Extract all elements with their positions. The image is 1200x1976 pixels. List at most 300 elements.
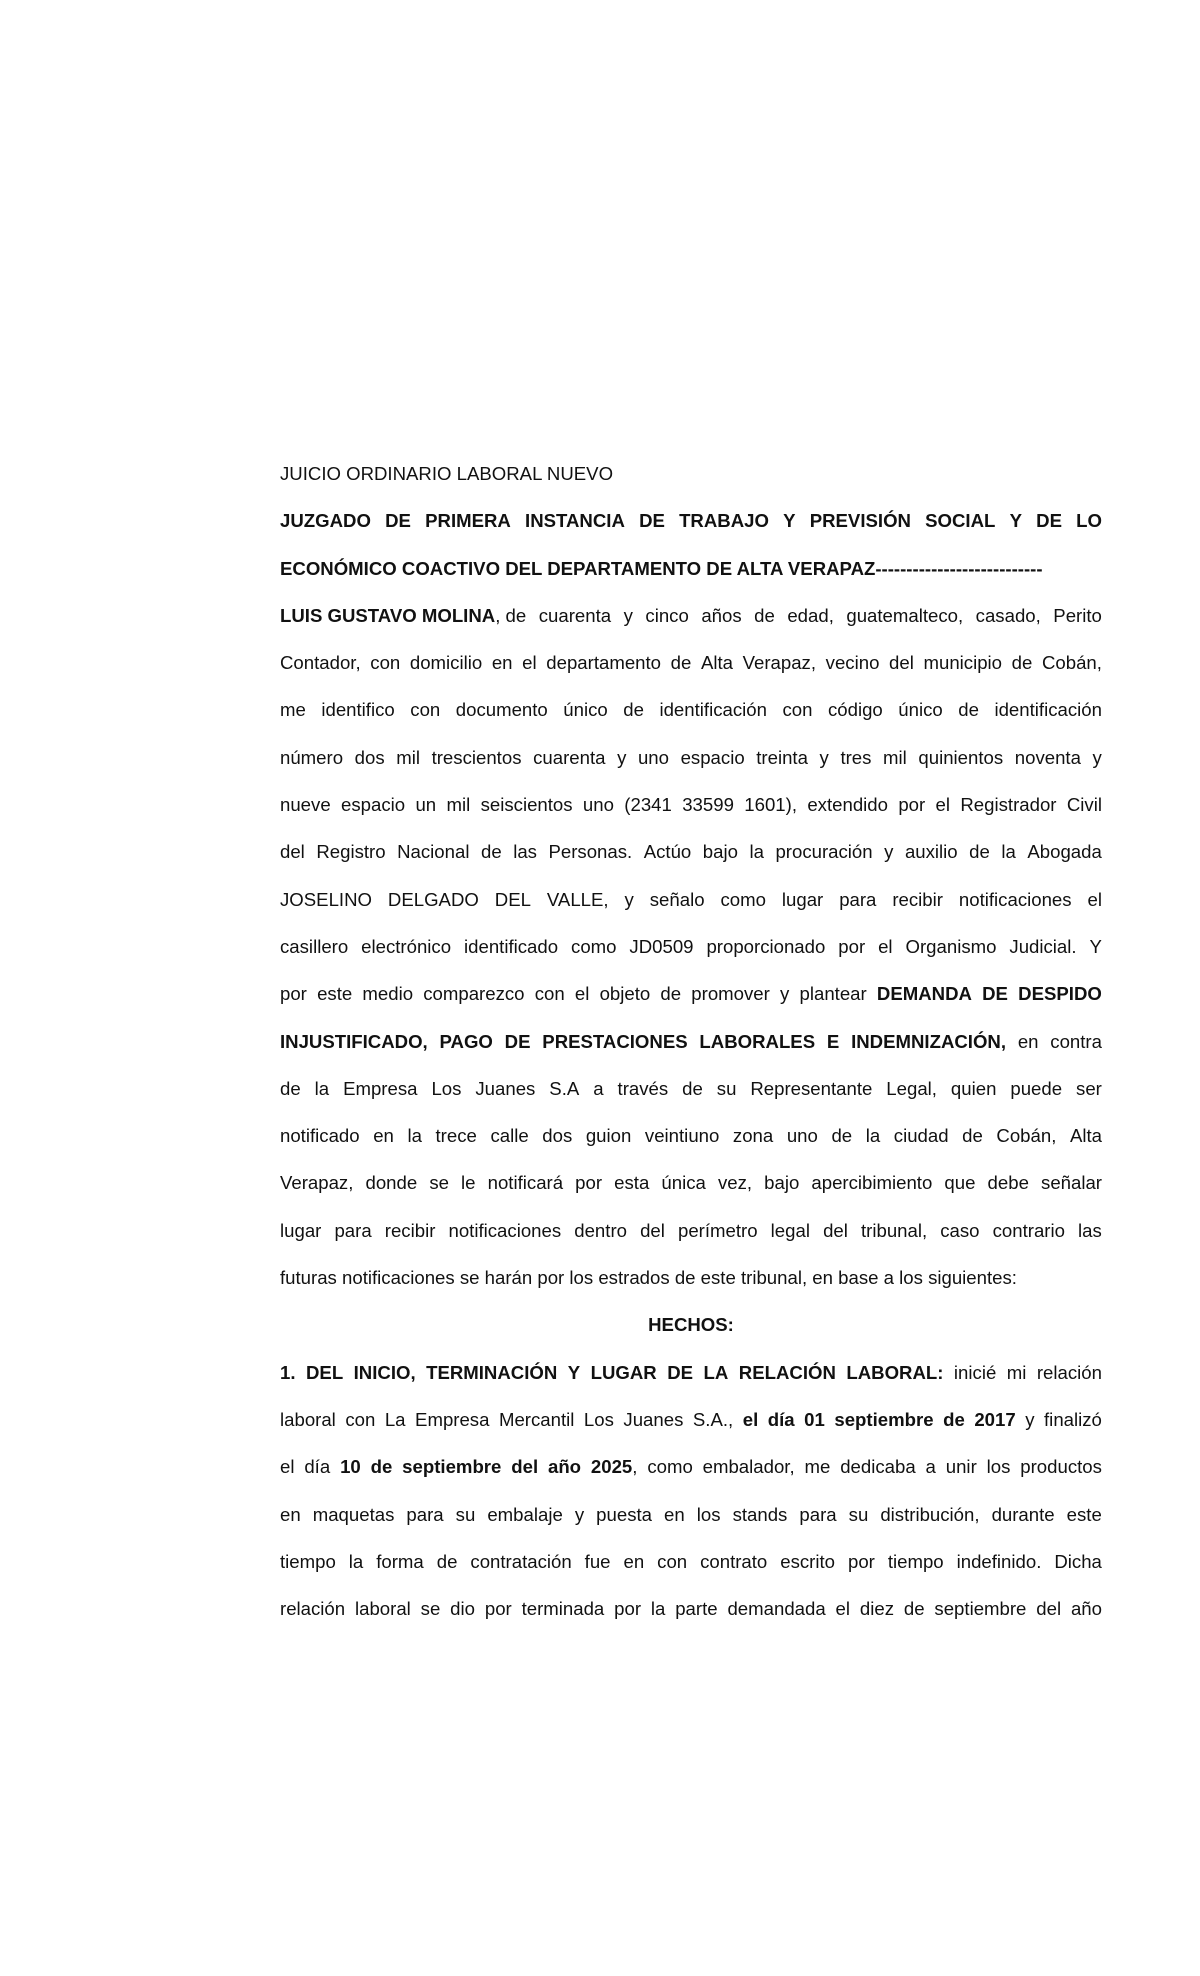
word: S.A., xyxy=(692,1408,734,1430)
word-group xyxy=(280,639,361,686)
word-group xyxy=(799,1491,836,1538)
word-group xyxy=(958,686,979,733)
word: S.A xyxy=(549,1077,580,1099)
word: productos xyxy=(1020,1456,1102,1478)
word: contratación xyxy=(470,1550,572,1572)
word: de xyxy=(831,1125,853,1147)
word: INICIO, xyxy=(353,1361,416,1383)
word-group xyxy=(660,970,681,1017)
word: INSTANCIA xyxy=(525,510,625,532)
word-group xyxy=(461,1159,475,1206)
word-group xyxy=(304,1443,330,1490)
word: con xyxy=(370,652,401,674)
word-group xyxy=(992,1491,1055,1538)
word-group xyxy=(800,970,867,1017)
word-group xyxy=(888,1538,944,1585)
word: de xyxy=(623,699,644,721)
word-group xyxy=(706,923,825,970)
word-group xyxy=(584,1396,614,1443)
word-group xyxy=(846,1349,943,1396)
word: las xyxy=(513,841,537,863)
word: seiscientos xyxy=(480,794,573,816)
word: Personas. xyxy=(548,841,633,863)
word: mil xyxy=(446,794,471,816)
word-group xyxy=(385,497,411,544)
word-group xyxy=(629,923,693,970)
word: la xyxy=(314,1077,330,1099)
word-group xyxy=(334,1207,371,1254)
word-group xyxy=(373,1112,394,1159)
word: y xyxy=(623,604,633,626)
word: esta xyxy=(614,1172,650,1194)
word-group xyxy=(1009,923,1076,970)
word: casillero xyxy=(280,935,349,957)
document-line xyxy=(280,781,1102,828)
word: noventa xyxy=(1014,746,1081,768)
word: lugar xyxy=(781,888,824,910)
word-group xyxy=(1037,1349,1102,1396)
word-group xyxy=(280,828,305,875)
word: debe xyxy=(987,1172,1029,1194)
word: TRABAJO xyxy=(679,510,769,532)
word: un xyxy=(415,794,437,816)
word: domicilio xyxy=(409,652,483,674)
word-group xyxy=(280,1538,336,1585)
word-group xyxy=(682,781,734,828)
word: Y xyxy=(567,1361,581,1383)
word-group xyxy=(651,1585,665,1632)
word: del xyxy=(823,1219,848,1241)
word: la xyxy=(1001,841,1016,863)
word-group xyxy=(563,686,607,733)
word-group xyxy=(860,1585,894,1632)
word: dos xyxy=(542,1125,573,1147)
word-group xyxy=(703,1443,795,1490)
word: DE xyxy=(639,510,665,532)
word: septiembre xyxy=(934,1598,1027,1620)
word-group xyxy=(703,828,738,875)
word: única xyxy=(661,1172,706,1194)
word-group xyxy=(743,1396,759,1443)
word: E xyxy=(826,1030,840,1052)
word-group xyxy=(640,1207,665,1254)
word-group xyxy=(988,1159,1029,1206)
word: laboral xyxy=(354,1598,411,1620)
word-group xyxy=(645,592,688,639)
word: donde xyxy=(365,1172,418,1194)
word: su xyxy=(455,1503,476,1525)
word-group xyxy=(280,1018,428,1065)
word: tribunal, xyxy=(860,1219,928,1241)
word-group xyxy=(481,781,573,828)
word-group xyxy=(750,1065,872,1112)
document-line xyxy=(280,1018,1102,1065)
word-group xyxy=(782,876,823,923)
word-group xyxy=(402,1443,501,1490)
word-group xyxy=(475,1065,535,1112)
word-group xyxy=(1018,1018,1039,1065)
word: recibir xyxy=(384,1219,436,1241)
word-group xyxy=(926,1443,936,1490)
word-group xyxy=(884,828,893,875)
word: embalador, xyxy=(702,1456,795,1478)
word: septiembre xyxy=(402,1456,502,1478)
word-group xyxy=(810,497,911,544)
word: del xyxy=(511,1456,539,1478)
word-group xyxy=(994,686,1102,733)
word-group xyxy=(522,639,536,686)
word-group xyxy=(456,1491,476,1538)
word-group xyxy=(361,923,451,970)
word: único xyxy=(563,699,608,721)
word-group xyxy=(355,1585,411,1632)
word-group xyxy=(1054,1538,1102,1585)
word-group xyxy=(1036,1585,1061,1632)
word: en xyxy=(664,1503,685,1525)
word: medio xyxy=(362,983,414,1005)
word-group xyxy=(371,1443,393,1490)
word: PAGO xyxy=(439,1030,493,1052)
word: unir xyxy=(945,1456,977,1478)
word-group xyxy=(1001,828,1015,875)
word-group xyxy=(894,1112,949,1159)
word: la xyxy=(865,1125,881,1147)
word-group xyxy=(839,876,876,923)
word-group xyxy=(639,497,665,544)
word: fue xyxy=(584,1550,611,1572)
word-group xyxy=(547,876,609,923)
word-group xyxy=(771,1207,810,1254)
word-group xyxy=(768,1396,795,1443)
word: Organismo xyxy=(905,935,997,957)
document-line xyxy=(280,1349,1102,1396)
word: forma xyxy=(376,1550,424,1572)
word-group xyxy=(664,1491,685,1538)
document-line xyxy=(280,1538,1102,1585)
word-group xyxy=(492,639,513,686)
word: por xyxy=(614,1598,642,1620)
word: le xyxy=(461,1172,476,1194)
word-group xyxy=(280,1159,353,1206)
word-group xyxy=(1036,497,1062,544)
word-group xyxy=(1093,734,1102,781)
word-group xyxy=(720,876,765,923)
word: de xyxy=(660,983,682,1005)
word: LABORAL: xyxy=(846,1361,944,1383)
word-group xyxy=(280,1585,345,1632)
word-group xyxy=(1076,1065,1102,1112)
word: año xyxy=(1070,1598,1102,1620)
word: día xyxy=(767,1408,795,1430)
word: de xyxy=(682,1077,703,1099)
document-line xyxy=(280,545,1102,592)
word-group xyxy=(575,1491,584,1538)
word-group xyxy=(701,592,741,639)
word: y xyxy=(819,746,829,768)
word: proporcionado xyxy=(706,935,826,957)
word-group xyxy=(542,1112,572,1159)
word: mi xyxy=(1006,1361,1027,1383)
word-group xyxy=(1041,1159,1102,1206)
document-line xyxy=(280,497,1102,544)
word-group xyxy=(936,781,950,828)
word-group xyxy=(828,686,883,733)
word: treinta xyxy=(756,746,808,768)
word: distribución, xyxy=(880,1503,980,1525)
word: identifico xyxy=(321,699,395,721)
word: Verapaz, xyxy=(280,1172,354,1194)
word: relación xyxy=(280,1598,346,1620)
word-group xyxy=(617,734,626,781)
word-group xyxy=(575,970,589,1017)
word-group xyxy=(727,1585,825,1632)
document-line xyxy=(280,450,1102,497)
word-group xyxy=(487,1491,562,1538)
document-line xyxy=(280,686,1102,733)
word: (2341 xyxy=(624,794,672,816)
word: contra xyxy=(1050,1030,1102,1052)
word: identificación xyxy=(994,699,1102,721)
word-group xyxy=(946,1443,977,1490)
word-group xyxy=(1012,639,1033,686)
word: inicié xyxy=(953,1361,997,1383)
word: con xyxy=(782,699,813,721)
word-group xyxy=(410,686,440,733)
word: bajo xyxy=(702,841,738,863)
word: ECONÓMICO COACTIVO DEL DEPARTAMENTO DE ALTA VERAPAZ--------------------------- xyxy=(280,557,1043,579)
word-group xyxy=(539,592,611,639)
word-group xyxy=(1010,1065,1062,1112)
word-group xyxy=(957,1538,1042,1585)
word: demandada xyxy=(727,1598,826,1620)
word: de xyxy=(280,1077,301,1099)
word-group xyxy=(934,1585,1026,1632)
word: 1. xyxy=(280,1361,296,1383)
document-line xyxy=(280,639,1102,686)
word: me xyxy=(280,699,306,721)
word-group xyxy=(440,1018,493,1065)
word-group xyxy=(376,1538,424,1585)
word-group xyxy=(513,828,537,875)
word-group xyxy=(823,1207,848,1254)
word-group xyxy=(996,1112,1056,1159)
word: trece xyxy=(435,1125,477,1147)
word-group xyxy=(987,1443,1011,1490)
word-group xyxy=(511,1443,538,1490)
document-line xyxy=(280,1065,1102,1112)
word: LO xyxy=(1076,510,1102,532)
word-group xyxy=(886,1065,937,1112)
word-group xyxy=(623,1538,644,1585)
word: se xyxy=(420,1598,441,1620)
word: nueve xyxy=(280,794,331,816)
word-group xyxy=(1015,734,1081,781)
word: VALLE, xyxy=(546,888,609,910)
word: uno xyxy=(582,794,614,816)
word-group xyxy=(505,1018,531,1065)
word-group xyxy=(733,1491,788,1538)
word-group xyxy=(343,1065,417,1112)
word: para xyxy=(334,1219,372,1241)
word-group xyxy=(993,1207,1065,1254)
word: La xyxy=(384,1408,406,1430)
word-group xyxy=(280,1396,336,1443)
document-line xyxy=(280,592,1102,639)
word: departamento xyxy=(546,652,662,674)
word: trescientos xyxy=(431,746,522,768)
word-group xyxy=(691,970,770,1017)
word-group xyxy=(450,1585,475,1632)
word: recibir xyxy=(892,888,943,910)
word: Dicha xyxy=(1054,1550,1102,1572)
word-group xyxy=(385,1207,436,1254)
word-group xyxy=(349,1538,363,1585)
word-group xyxy=(780,970,789,1017)
word: LUIS GUSTAVO MOLINA xyxy=(280,604,496,626)
word-group xyxy=(1090,923,1102,970)
word-group xyxy=(787,592,834,639)
word: INJUSTIFICADO, xyxy=(280,1030,428,1052)
word: procuración xyxy=(775,841,873,863)
document-line xyxy=(280,1301,1102,1348)
document-line xyxy=(280,1254,1102,1301)
word-group xyxy=(1027,828,1101,875)
word: que xyxy=(944,1172,976,1194)
word: notificará xyxy=(487,1172,564,1194)
document-body xyxy=(280,450,1102,1632)
word: del xyxy=(280,841,305,863)
word: DE xyxy=(667,1361,694,1383)
word-group xyxy=(846,592,963,639)
word-group xyxy=(596,1491,652,1538)
word: Juanes xyxy=(623,1408,684,1430)
word-group xyxy=(704,1349,729,1396)
word-group xyxy=(280,1065,301,1112)
word-group xyxy=(425,497,511,544)
word-group xyxy=(522,1585,605,1632)
word: Cobán, xyxy=(996,1125,1057,1147)
word-group xyxy=(849,1491,869,1538)
word: por xyxy=(280,983,307,1005)
word: la xyxy=(348,1550,364,1572)
word-group xyxy=(892,876,943,923)
word-group xyxy=(925,497,995,544)
word-group xyxy=(678,1207,758,1254)
word: edad, xyxy=(787,604,834,626)
word-group xyxy=(880,1491,979,1538)
word: para xyxy=(406,1503,444,1525)
document-line xyxy=(280,828,1102,875)
word-group xyxy=(733,1112,773,1159)
word: del xyxy=(640,1219,665,1241)
word-group xyxy=(739,1349,836,1396)
word: por xyxy=(838,935,866,957)
word: para xyxy=(839,888,877,910)
word-group xyxy=(340,1443,361,1490)
word: documento xyxy=(455,699,548,721)
word: identificación xyxy=(659,699,767,721)
word-group xyxy=(904,1585,925,1632)
word: stands xyxy=(732,1503,788,1525)
word-group xyxy=(388,876,479,923)
word: parte xyxy=(675,1598,718,1620)
word: el xyxy=(935,794,951,816)
word: y xyxy=(1025,1408,1035,1430)
word-group xyxy=(701,639,733,686)
word-group xyxy=(623,1396,683,1443)
word: cinco xyxy=(645,604,689,626)
word: y xyxy=(617,746,627,768)
word: por xyxy=(847,1550,875,1572)
word: número xyxy=(280,746,344,768)
word-group xyxy=(591,1443,638,1490)
word-group xyxy=(525,497,625,544)
word: la xyxy=(650,1598,666,1620)
word-group xyxy=(749,828,763,875)
word: Empresa xyxy=(343,1077,418,1099)
word: Los xyxy=(431,1077,462,1099)
word-group xyxy=(787,1112,818,1159)
word: de xyxy=(1011,652,1033,674)
word-group xyxy=(280,1207,321,1254)
word: plantear xyxy=(799,983,867,1005)
word-group xyxy=(1042,639,1102,686)
word: Registrador xyxy=(960,794,1057,816)
word: bajo xyxy=(764,1172,800,1194)
word: DE xyxy=(982,983,1008,1005)
word: Empresa xyxy=(415,1408,490,1430)
word: cuarenta xyxy=(533,746,606,768)
word-group xyxy=(600,970,651,1017)
word-group xyxy=(906,923,997,970)
word-group xyxy=(499,1396,574,1443)
word: legal xyxy=(770,1219,810,1241)
word-group xyxy=(345,1396,375,1443)
word-group xyxy=(315,1065,329,1112)
word: en xyxy=(373,1125,394,1147)
word-group xyxy=(1053,592,1102,639)
word-group xyxy=(1010,497,1022,544)
word: extendido xyxy=(807,794,888,816)
word-group xyxy=(826,639,880,686)
word-group xyxy=(782,686,812,733)
word: en xyxy=(1017,1030,1039,1052)
word: uno xyxy=(637,746,669,768)
word-group xyxy=(406,1491,443,1538)
word: Actúo xyxy=(643,841,692,863)
word-group xyxy=(1044,1396,1102,1443)
word-group xyxy=(969,828,990,875)
word-group xyxy=(959,876,1072,923)
word: contrario xyxy=(992,1219,1065,1241)
word: ser xyxy=(1076,1077,1102,1099)
word-group xyxy=(280,497,371,544)
word: puesta xyxy=(596,1503,652,1525)
word-group xyxy=(764,1159,799,1206)
word-group xyxy=(396,734,420,781)
word: único xyxy=(898,699,943,721)
word-group xyxy=(974,1396,1015,1443)
word: de xyxy=(370,1456,393,1478)
word: el xyxy=(1087,888,1102,910)
word: dedicaba xyxy=(840,1456,916,1478)
word-group xyxy=(429,1159,449,1206)
word-group xyxy=(316,828,385,875)
word-group xyxy=(280,592,526,639)
word-group xyxy=(485,1585,512,1632)
word: años xyxy=(701,604,742,626)
word-group xyxy=(370,639,400,686)
